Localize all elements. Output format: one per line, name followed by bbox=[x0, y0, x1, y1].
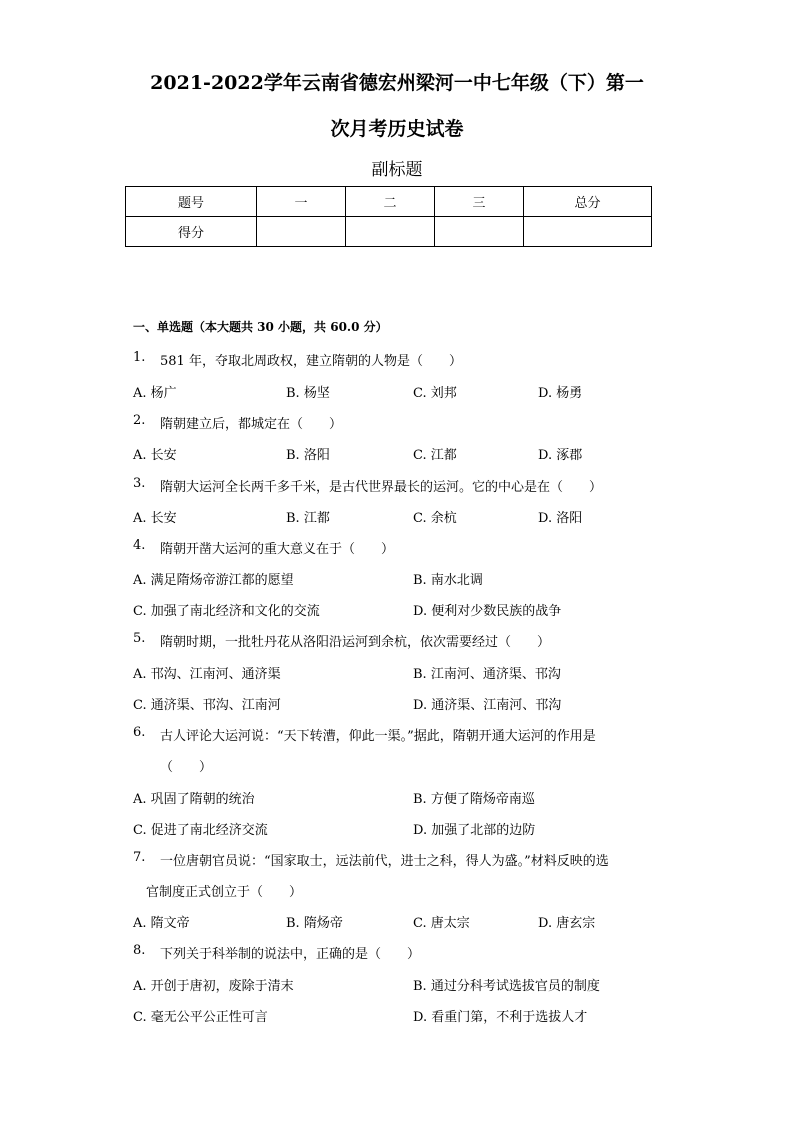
option: B. 南水北调 bbox=[413, 573, 483, 588]
score-cell[interactable] bbox=[524, 217, 652, 247]
score-table-score-row bbox=[126, 217, 652, 247]
option: C. 刘邦 bbox=[413, 386, 457, 401]
document-title-line2: 次月考历史试卷 bbox=[330, 118, 464, 140]
option: C. 毫无公平公正性可言 bbox=[133, 1010, 268, 1025]
option: A. 隋文帝 bbox=[133, 916, 190, 931]
option: C. 江都 bbox=[413, 448, 457, 463]
score-header-cell: 一 bbox=[257, 187, 346, 217]
document-title-line1: 2021-2022学年云南省德宏州梁河一中七年级（下）第一 bbox=[150, 72, 644, 94]
question-stem: 隋朝大运河全长两千多千米，是古代世界最长的运河。它的中心是在（ ） bbox=[160, 480, 603, 495]
option: B. 洛阳 bbox=[286, 448, 330, 463]
question-stem: 一位唐朝官员说：“国家取士，远法前代，进士之科，得人为盛。”材料反映的选 bbox=[160, 854, 609, 869]
section-heading: 一、单选题（本大题共 30 小题，共 60.0 分） bbox=[133, 320, 388, 334]
option: A. 开创于唐初，废除于清末 bbox=[133, 979, 294, 994]
option: D. 涿郡 bbox=[538, 448, 583, 463]
question-number: 1. bbox=[133, 350, 146, 365]
score-cell[interactable] bbox=[257, 217, 346, 247]
option: D. 杨勇 bbox=[538, 386, 583, 401]
option: D. 唐玄宗 bbox=[538, 916, 596, 931]
option: D. 通济渠、江南河、邗沟 bbox=[413, 698, 562, 713]
option: A. 杨广 bbox=[133, 386, 177, 401]
option: C. 促进了南北经济交流 bbox=[133, 823, 268, 838]
question-stem-continuation: 官制度正式创立于（ ） bbox=[146, 885, 303, 900]
score-header-cell: 三 bbox=[435, 187, 524, 217]
question-number: 4. bbox=[133, 538, 146, 553]
question-number: 5. bbox=[133, 631, 146, 646]
option: D. 洛阳 bbox=[538, 511, 583, 526]
question-stem: 隋朝建立后，都城定在（ ） bbox=[160, 417, 343, 432]
score-table bbox=[125, 186, 652, 247]
question-stem: 581 年，夺取北周政权，建立隋朝的人物是（ ） bbox=[160, 354, 462, 369]
option: B. 杨坚 bbox=[286, 386, 330, 401]
option: D. 便利对少数民族的战争 bbox=[413, 604, 562, 619]
score-header-cell: 题号 bbox=[126, 187, 257, 217]
option: B. 江都 bbox=[286, 511, 330, 526]
option: D. 看重门第，不利于选拔人才 bbox=[413, 1010, 588, 1025]
score-row-label: 得分 bbox=[126, 217, 257, 247]
score-cell[interactable] bbox=[435, 217, 524, 247]
question-stem: 隋朝时期，一批牡丹花从洛阳沿运河到余杭，依次需要经过（ ） bbox=[160, 635, 551, 650]
score-cell[interactable] bbox=[346, 217, 435, 247]
score-header-cell: 总分 bbox=[524, 187, 652, 217]
option: C. 加强了南北经济和文化的交流 bbox=[133, 604, 320, 619]
option: A. 长安 bbox=[133, 511, 177, 526]
option: A. 满足隋炀帝游江都的愿望 bbox=[133, 573, 294, 588]
question-number: 3. bbox=[133, 476, 146, 491]
option: B. 江南河、通济渠、邗沟 bbox=[413, 667, 561, 682]
score-table-header-row bbox=[126, 187, 652, 217]
option: B. 方便了隋炀帝南巡 bbox=[413, 792, 535, 807]
option: A. 邗沟、江南河、通济渠 bbox=[133, 667, 281, 682]
score-header-cell: 二 bbox=[346, 187, 435, 217]
question-number: 6. bbox=[133, 725, 146, 740]
option: A. 巩固了隋朝的统治 bbox=[133, 792, 255, 807]
option: B. 通过分科考试选拔官员的制度 bbox=[413, 979, 600, 994]
question-number: 8. bbox=[133, 943, 146, 958]
option: C. 唐太宗 bbox=[413, 916, 470, 931]
option: D. 加强了北部的边防 bbox=[413, 823, 536, 838]
question-stem: 隋朝开凿大运河的重大意义在于（ ） bbox=[160, 542, 395, 557]
option: C. 余杭 bbox=[413, 511, 457, 526]
question-number: 2. bbox=[133, 413, 146, 428]
question-number: 7. bbox=[133, 850, 146, 865]
question-stem-continuation: （ ） bbox=[160, 760, 213, 775]
question-stem: 古人评论大运河说：“天下转漕，仰此一渠。”据此，隋朝开通大运河的作用是 bbox=[160, 729, 596, 744]
question-stem: 下列关于科举制的说法中，正确的是（ ） bbox=[160, 947, 421, 962]
document-subtitle: 副标题 bbox=[371, 160, 423, 180]
option: C. 通济渠、邗沟、江南河 bbox=[133, 698, 281, 713]
option: A. 长安 bbox=[133, 448, 177, 463]
option: B. 隋炀帝 bbox=[286, 916, 343, 931]
